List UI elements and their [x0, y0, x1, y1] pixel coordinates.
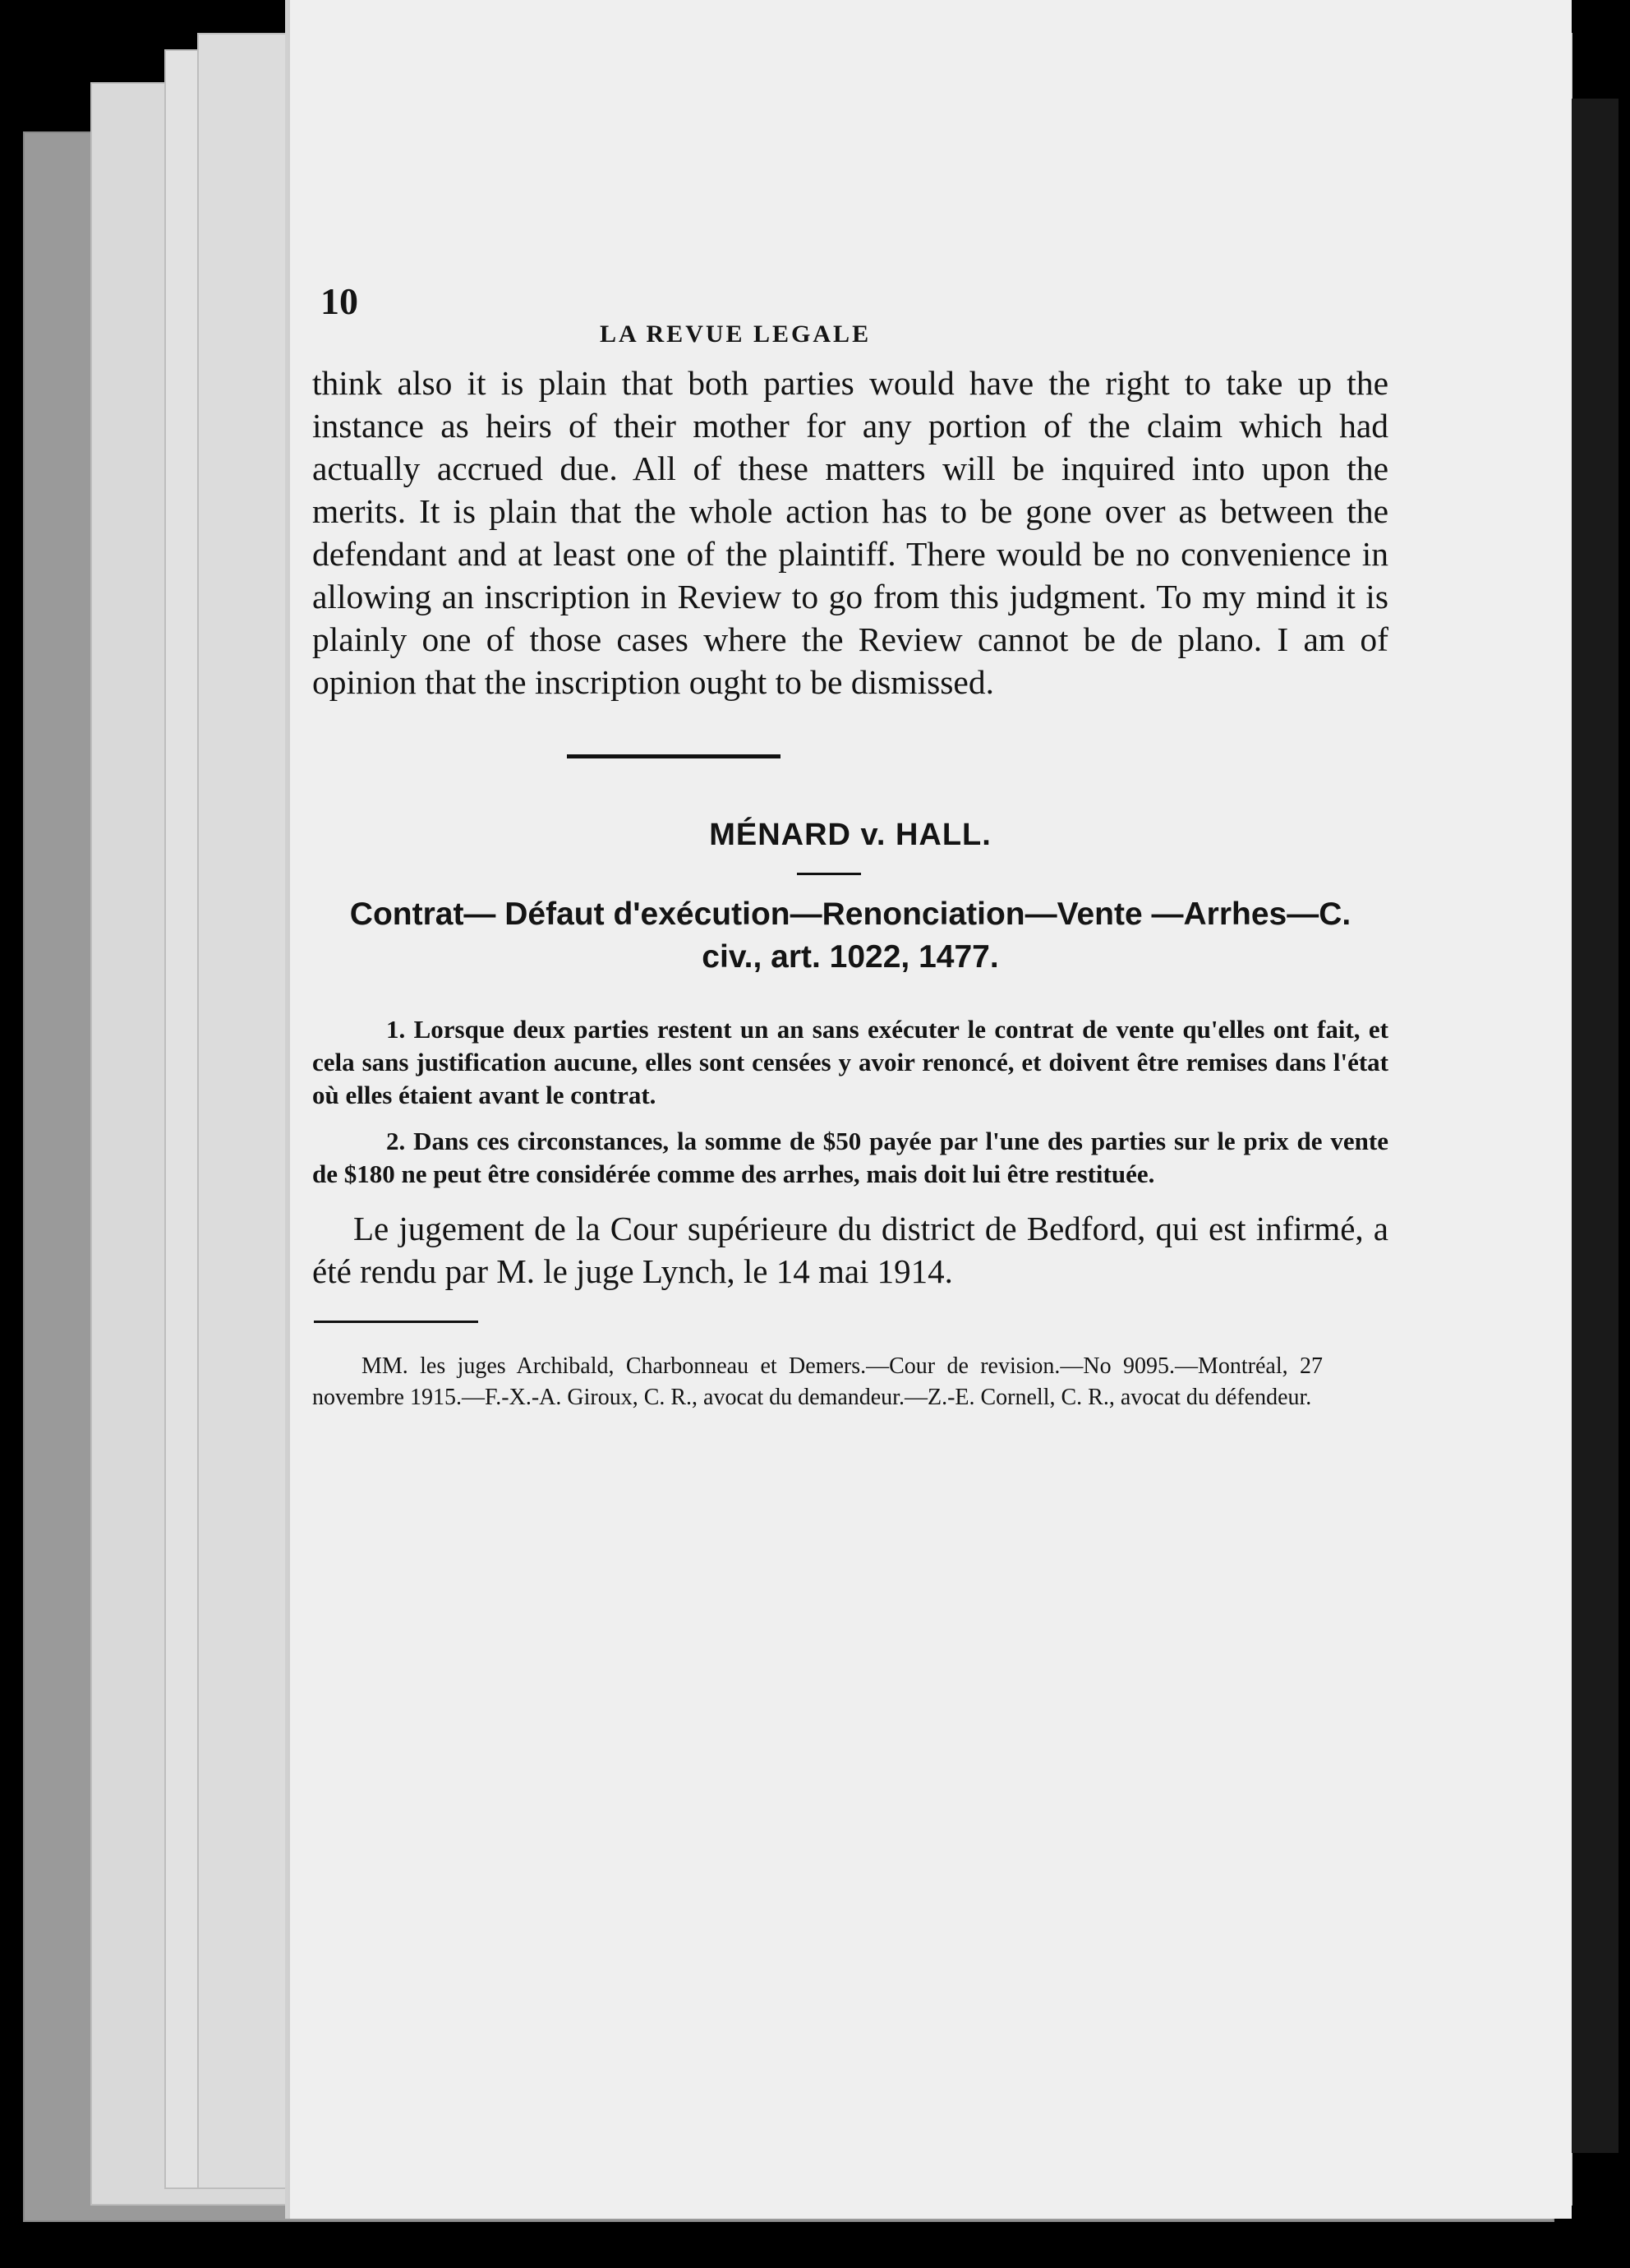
case-summary: [312, 1013, 1388, 1191]
summary-paragraph-2: 2. Dans ces circonstances, la somme de $50 payée par l'une des parties sur le prix de vente de $180 ne peut être considérée comme des arrhes, mais doit lui être restituée.: [312, 1127, 1388, 1188]
page-content: [312, 279, 1388, 1413]
title-divider: [797, 873, 861, 875]
judgment-text: [312, 1207, 1388, 1293]
case-headnote: Contrat— Défaut d'exécution—Renonciation—Vente —Arrhes—C. civ., art. 1022, 1477.: [349, 897, 1351, 975]
footnote: [312, 1351, 1388, 1413]
page-header: [312, 279, 1388, 362]
opinion-text: [312, 362, 1388, 703]
footnote-divider: [314, 1321, 478, 1323]
case-title: MÉNARD v. HALL.: [709, 818, 992, 852]
running-head: LA REVUE LEGALE: [600, 320, 872, 348]
footnote-paragraph: MM. les juges Archibald, Charbonneau et Demers.—Cour de revision.—No 9095.—Montréal, 27 novembre 1915.—F.-X.-A. Giroux, C. R., avocat du demandeur.—Z.-E. Cornell, C. R., avocat du défendeur.: [312, 1353, 1323, 1410]
opinion-paragraph: think also it is plain that both parties would have the right to take up the instance as heirs of their mother for any portion of the claim which had actually accrued due. All of these matters will be inquired into upon the merits. It is plain that the whole action has to be gone over as between the defendant and at least one of the plaintiff. There would be no convenience in allowing an inscription in Review to go from this judgment. To my mind it is plainly one of those cases where the Review cannot be de plano. I am of opinion that the inscription ought to be dismissed.: [312, 364, 1388, 701]
summary-paragraph-1: 1. Lorsque deux parties restent un an sans exécuter le contrat de vente qu'elles ont fait, et cela sans justification aucune, elles sont censées y avoir renoncé, et doivent être remises dans l'état où elles étaient avant le contrat.: [312, 1015, 1388, 1109]
section-divider: [567, 754, 780, 758]
judgment-paragraph: Le jugement de la Cour supérieure du district de Bedford, qui est infirmé, a été rendu par M. le juge Lynch, le 14 mai 1914.: [312, 1210, 1388, 1290]
page-number: 10: [320, 280, 358, 322]
